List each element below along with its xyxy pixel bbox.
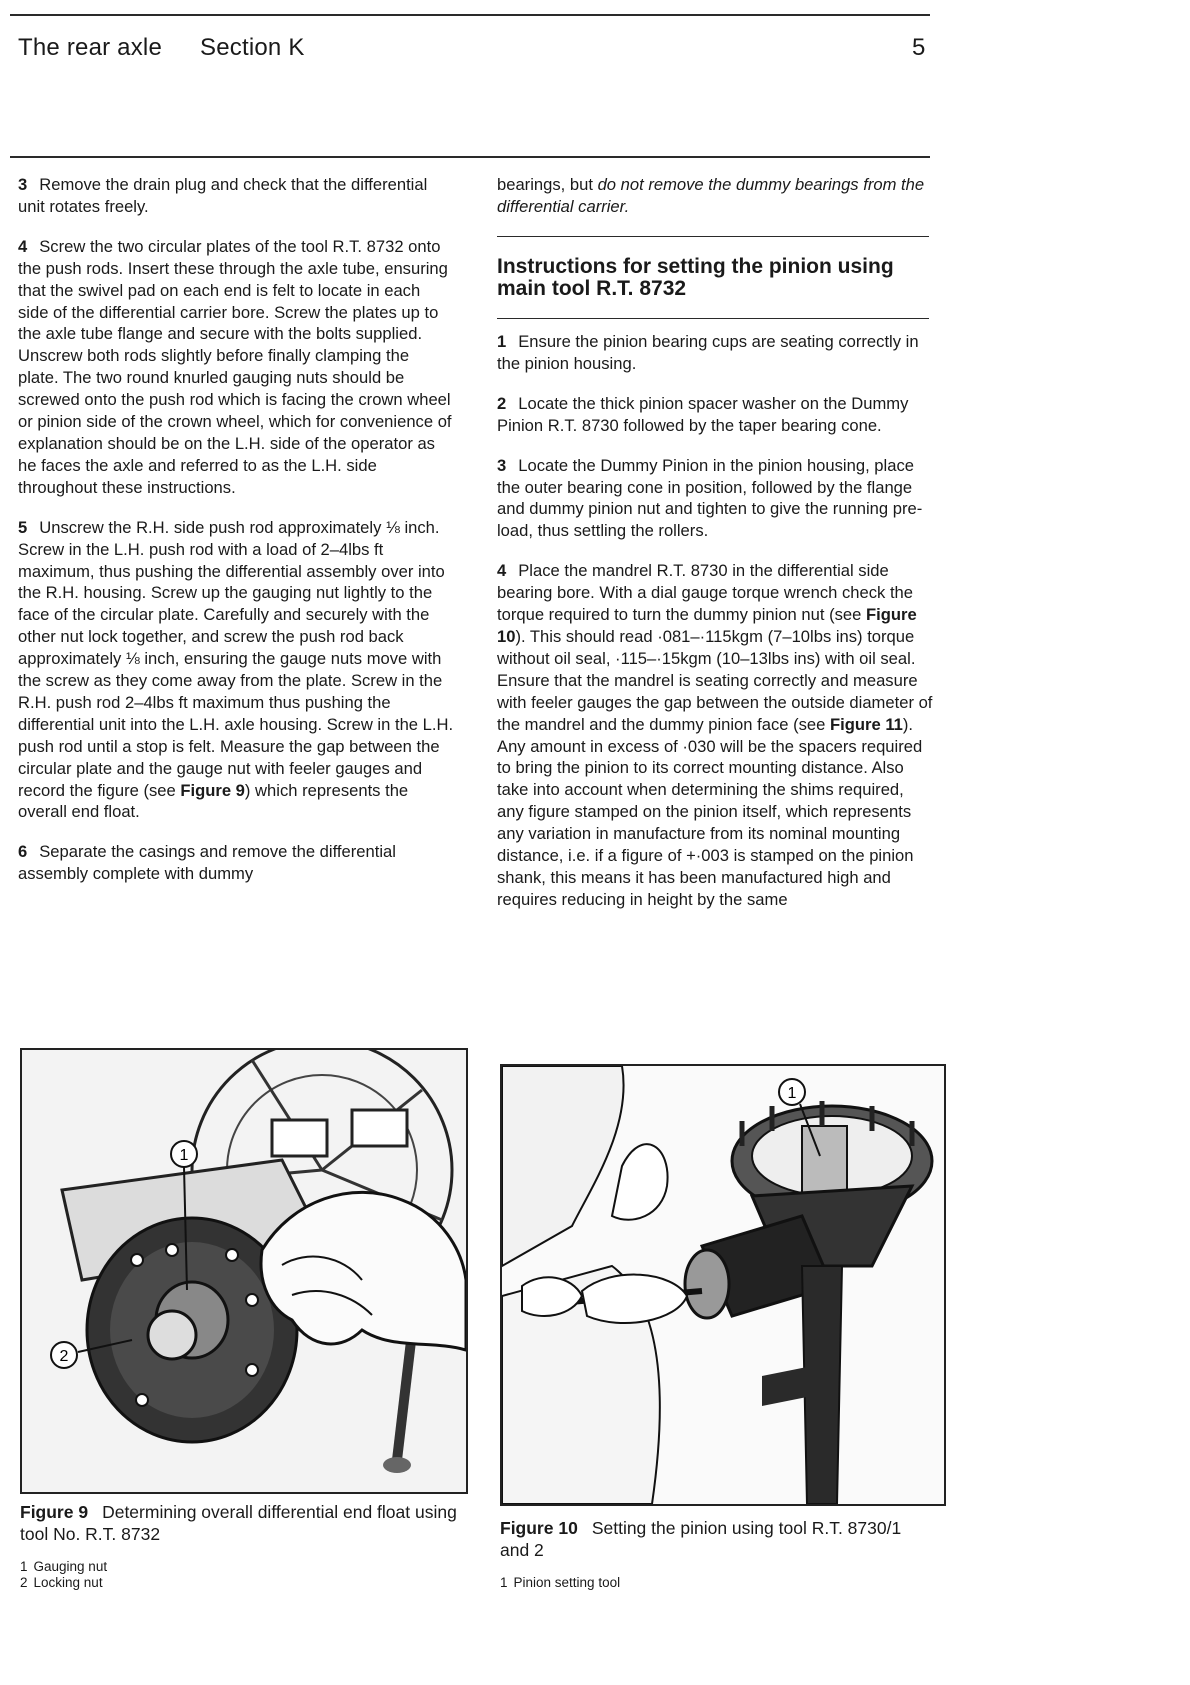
left-step-6 bbox=[18, 841, 454, 885]
step-text: Unscrew the R.H. side push rod approximately ⅛ inch. Screw in the L.H. push rod with a load of 2–4lbs ft maximum, thus pushing the differential assembly over into the R.H. housing. Screw up the gauging nut lightly to the face of the circular plate. Carefully and securely with the other nut lock together, and screw the push rod back approximately ⅛ inch, ensuring the gauge nuts move with the screw as they come away from the plate. Screw in the R.H. push rod 2–4lbs ft maximum thus pushing the differential unit into the L.H. axle housing. Screw in the L.H. push rod until a stop is felt. Measure the gap between the circular plate and the gauge nut with feeler gauges and record the figure (see bbox=[18, 517, 454, 800]
figure-9-callout-2: 2 bbox=[59, 1348, 69, 1365]
figure-10-ref: Figure 10 bbox=[497, 605, 917, 646]
figure-9-illustration bbox=[20, 1048, 468, 1494]
step-text: Locate the thick pinion spacer washer on the Dummy Pinion R.T. 8730 followed by the taper bearing cone. bbox=[497, 393, 909, 435]
legend-text: Pinion setting tool bbox=[513, 1575, 621, 1590]
left-step-4 bbox=[18, 236, 454, 499]
right-step-4 bbox=[497, 560, 933, 911]
continuation-plain: bearings, but bbox=[497, 175, 593, 194]
step-number: 4 bbox=[18, 236, 28, 256]
left-column bbox=[18, 174, 454, 903]
step-number: 1 bbox=[497, 332, 507, 351]
left-step-5 bbox=[18, 517, 454, 824]
figure-9-legend bbox=[20, 1559, 107, 1591]
right-section bbox=[497, 256, 933, 300]
section-rule-bottom bbox=[497, 318, 929, 319]
step-number: 3 bbox=[497, 455, 507, 475]
continuation-text bbox=[497, 174, 933, 218]
right-step-3 bbox=[497, 455, 933, 543]
legend-text: Gauging nut bbox=[33, 1559, 108, 1574]
step-text: Screw the two circular plates of the tool R.T. 8732 onto the push rods. Insert these through the axle tube, ensuring that the swivel pad on each end is felt to locate in each side of the differential carrier bore. Screw the plates up to the axle tube flange and secure with the bolts supplied. Unscrew both rods slightly before finally clamping the plate. The two round knurled gauging nuts should be screwed onto the push rod which is facing the crown wheel or pinion side of the crown wheel, which for convenience of explanation should be on the L.H. side of the operator as he faces the axle and referred to as the L.H. side throughout these instructions. bbox=[18, 236, 452, 497]
header-section: Section K bbox=[200, 34, 305, 61]
step-number: 2 bbox=[497, 393, 507, 413]
section-heading: Instructions for setting the pinion using main tool R.T. 8732 bbox=[497, 255, 894, 300]
legend-number: 2 bbox=[20, 1575, 28, 1590]
step-text: Remove the drain plug and check that the differential unit rotates freely. bbox=[18, 175, 428, 216]
right-steps bbox=[497, 331, 933, 929]
step-number: 3 bbox=[18, 175, 28, 194]
figure-9-callout-1: 1 bbox=[179, 1147, 189, 1164]
legend-text: Locking nut bbox=[33, 1575, 103, 1590]
step-number: 4 bbox=[497, 561, 507, 581]
figure-10-caption bbox=[500, 1517, 920, 1561]
figure-10-caption-text: Setting the pinion using tool R.T. 8730/1 and 2 bbox=[500, 1518, 902, 1560]
legend-item bbox=[500, 1575, 620, 1591]
gauging-tool-drawing bbox=[22, 1050, 466, 1492]
figure-9-ref: Figure 9 bbox=[180, 780, 245, 800]
left-step-3 bbox=[18, 174, 454, 218]
figure-11-ref: Figure 11 bbox=[830, 714, 903, 734]
legend-number: 1 bbox=[500, 1575, 508, 1590]
step-number: 5 bbox=[18, 517, 28, 537]
pinion-setting-drawing bbox=[502, 1066, 944, 1504]
header-title: The rear axle bbox=[18, 34, 162, 61]
step-number: 6 bbox=[18, 842, 28, 862]
step-text-cont: ) which represents the overall end float. bbox=[18, 780, 409, 822]
legend-number: 1 bbox=[20, 1559, 28, 1574]
legend-item bbox=[20, 1575, 107, 1591]
step-text: Separate the casings and remove the differential assembly complete with dummy bbox=[18, 842, 396, 884]
step-text: Place the mandrel R.T. 8730 in the differential side bearing bore. With a dial gauge torque wrench check the torque required to turn the dummy pinion nut (see bbox=[497, 561, 914, 625]
figure-10-legend bbox=[500, 1575, 620, 1591]
figure-10-label: Figure 10 bbox=[500, 1518, 578, 1538]
right-column bbox=[497, 174, 933, 232]
continuation-italic: do not remove the dummy bearings from the differential carrier. bbox=[497, 175, 925, 216]
step-text: Locate the Dummy Pinion in the pinion housing, place the outer bearing cone in position, followed by the flange and dummy pinion nut and tighten to give the running pre-load, thus settling the rollers. bbox=[497, 455, 923, 541]
page-number: 5 bbox=[912, 34, 926, 61]
figure-9-label: Figure 9 bbox=[20, 1502, 89, 1522]
figure-10-illustration bbox=[500, 1064, 946, 1506]
step-text-cont-2: ). Any amount in excess of ·030 will be the spacers required to bring the pinion to its correct mounting distance. Also take into account when determining the shims required, any figure stamped on the pinion itself, which represents any variation in manufacture from its nominal mounting distance, i.e. if a figure of +·003 is stamped on the pinion shank, this means it has been manufactured high and requires reducing in height by the same bbox=[497, 714, 923, 909]
figure-9-caption-text: Determining overall differential end float using tool No. R.T. 8732 bbox=[20, 1502, 457, 1544]
figure-9-caption bbox=[20, 1501, 460, 1545]
header-bottom-rule bbox=[10, 156, 930, 158]
step-text-cont: ). This should read ·081–·115kgm (7–10lbs ins) torque without oil seal, ·115–·15kgm (10–13lbs ins) with oil seal. Ensure that the mandrel is seating correctly and measure with feeler gauges the gap between the outside diameter of the mandrel and the dummy pinion face (see bbox=[497, 626, 933, 734]
figure-10-callout-1: 1 bbox=[787, 1085, 797, 1102]
top-rule bbox=[10, 14, 930, 16]
right-step-1 bbox=[497, 331, 933, 375]
section-rule-top bbox=[497, 236, 929, 237]
right-step-2 bbox=[497, 393, 933, 437]
step-text: Ensure the pinion bearing cups are seating correctly in the pinion housing. bbox=[497, 332, 919, 373]
legend-item bbox=[20, 1559, 107, 1575]
